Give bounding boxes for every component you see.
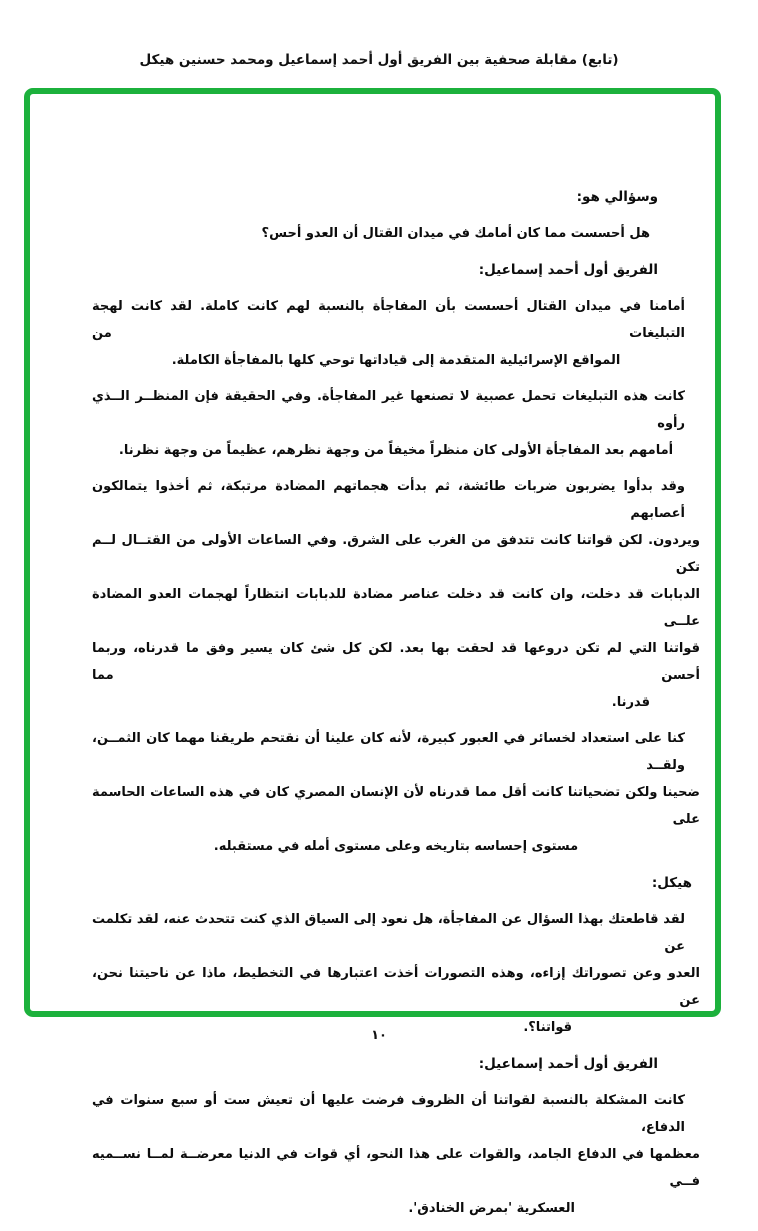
paragraph <box>92 725 700 860</box>
speaker-label: هيكل: <box>651 875 692 891</box>
text-line: لقد قاطعتك بهذا السؤال عن المفاجأة، هل نعود إلى السياق الذي كنت تتحدث عنه، لقد تكلمت عن <box>92 912 685 954</box>
text-line: وقد بدأوا يضربون ضربات طائشة، ثم بدأت هجماتهم المضادة مرتبكة، ثم أخذوا يتمالكون أعصابهم <box>92 479 685 521</box>
page-number: ١٠ <box>371 1028 387 1043</box>
text-line: قواتنا؟. <box>523 1020 572 1035</box>
paragraph <box>92 906 700 1041</box>
text-line: أمامنا في ميدان القتال أحسست بأن المفاجأة بالنسبة لهم كانت كاملة. لقد كانت لهجة التبليغات من <box>92 299 685 341</box>
paragraph <box>92 1087 700 1222</box>
text-line: الدبابات قد دخلت، وان كانت قد دخلت عناصر مضادة للدبابات انتظاراً لهجمات العدو المضادة علــى <box>92 587 700 629</box>
text-line: كانت المشكلة بالنسبة لقواتنا أن الظروف فرضت عليها أن تعيش ست أو سبع سنوات في الدفاع، <box>92 1093 685 1135</box>
text-line: مستوى إحساسه بتاريخه وعلى مستوى أمله في مستقبله. <box>213 839 579 854</box>
document-content <box>92 174 700 1231</box>
text-line: ويردون. لكن قواتنا كانت تتدفق من الغرب على الشرق. وفي الساعات الأولى من القتــال لــم تكن <box>92 533 700 575</box>
page-title: (تابع) مقابلة صحفية بين الفريق أول أحمد إسماعيل ومحمد حسنين هيكل <box>139 52 619 68</box>
text-line: أمامهم بعد المفاجأة الأولى كان منظراً مخيفاً من وجهة نظرهم، عظيماً من وجهة نظرنا. <box>118 443 674 458</box>
text-line: معظمها في الدفاع الجامد، والقوات على هذا النحو، أي قوات في الدنيا معرضــة لمــا نســميه فــي <box>92 1147 700 1189</box>
text-line: هل أحسست مما كان أمامك في ميدان القتال أن العدو أحس؟ <box>261 226 650 241</box>
text-line: العسكرية 'بمرض الخنادق'. <box>408 1201 575 1216</box>
paragraph <box>92 473 700 716</box>
text-line: كانت هذه التبليغات تحمل عصبية لا تصنعها غير المفاجأة. وفي الحقيقة فإن المنظــر الــذي رأوه <box>92 389 685 431</box>
text-line: ضحينا ولكن تضحياتنا كانت أقل مما قدرناه لأن الإنسان المصري كان في هذه الساعات الحاسمة على <box>92 785 700 827</box>
text-line: قدرنا. <box>611 695 650 710</box>
speaker-label: الفريق أول أحمد إسماعيل: <box>478 1056 658 1072</box>
paragraph <box>92 220 700 247</box>
paragraph <box>92 383 700 464</box>
text-line: قواتنا التي لم تكن دروعها قد لحقت بها بعد. لكن كل شئ كان يسير وفق ما قدرناه، وربما أحسن مما <box>92 641 700 683</box>
speaker-label: وسؤالي هو: <box>576 189 658 205</box>
paragraph <box>92 293 700 374</box>
text-line: المواقع الإسرائيلية المتقدمة إلى قياداتها توحي كلها بالمفاجأة الكاملة. <box>171 353 621 368</box>
speaker-label: الفريق أول أحمد إسماعيل: <box>478 262 658 278</box>
text-line: العدو وعن تصوراتك إزاءه، وهذه التصورات أخذت اعتبارها في التخطيط، ماذا عن ناحيتنا نحن، عن <box>92 966 700 1008</box>
text-line: كنا على استعداد لخسائر في العبور كبيرة، لأنه كان علينا أن نقتحم طريقنا مهما كان الثمــن، ولقــد <box>92 731 685 773</box>
